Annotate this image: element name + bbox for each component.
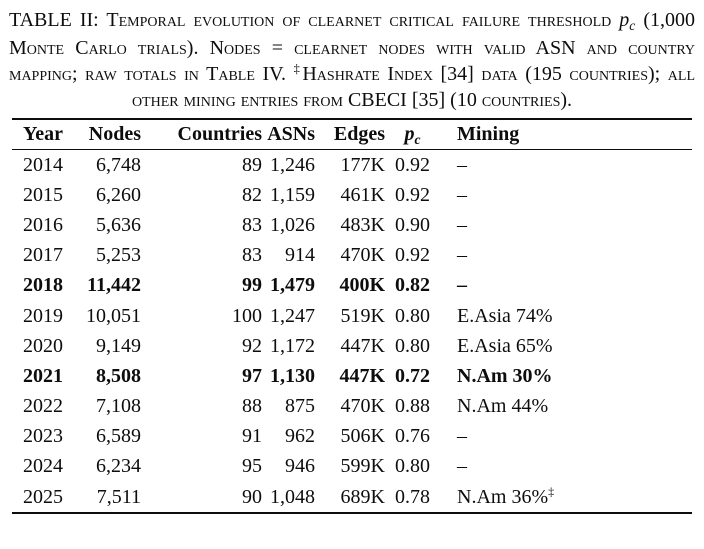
cell-edges: 447K xyxy=(340,334,385,357)
header-pc-variable: p xyxy=(404,123,415,145)
mining-value: N.Am 36% xyxy=(457,485,549,508)
cell-year: 2023 xyxy=(23,425,63,448)
header-nodes: Nodes xyxy=(66,119,141,150)
cell-asns: 946 xyxy=(285,455,315,478)
header-mining: Mining xyxy=(440,119,692,150)
table-row xyxy=(12,150,692,181)
cell-pc: 0.78 xyxy=(395,485,430,508)
cell-asns: 1,048 xyxy=(270,485,315,508)
cell-asns: 1,026 xyxy=(270,213,315,236)
header-pc-subscript: c xyxy=(414,131,421,147)
cell-pc: 0.90 xyxy=(395,213,430,236)
cell-year: 2018 xyxy=(23,274,63,297)
cell-edges: 689K xyxy=(340,485,385,508)
pc-symbol xyxy=(619,9,635,31)
cell-pc: 0.72 xyxy=(395,364,430,387)
cell-edges: 470K xyxy=(340,395,385,418)
cell-countries: 88 xyxy=(242,395,262,418)
cell-mining: E.Asia 74% xyxy=(457,304,553,327)
cell-year: 2015 xyxy=(23,183,63,206)
table-row xyxy=(12,422,692,452)
table-row xyxy=(12,301,692,331)
cell-edges: 400K xyxy=(339,274,385,297)
cell-countries: 92 xyxy=(242,334,262,357)
cell-countries: 99 xyxy=(242,274,262,297)
table-caption xyxy=(0,0,704,113)
caption-text-2: (1,000 Monte Carlo trials). Nodes = clearnet nodes with valid ASN and country mapping; raw totals in Table IV. xyxy=(9,9,695,85)
header-pc xyxy=(385,119,440,150)
table-row xyxy=(12,241,692,271)
cell-mining: – xyxy=(457,183,467,206)
cell-nodes: 9,149 xyxy=(96,334,141,357)
cell-asns: 1,246 xyxy=(270,153,315,176)
cell-nodes: 6,234 xyxy=(96,455,141,478)
cell-nodes: 7,511 xyxy=(96,485,141,508)
cell-asns: 1,130 xyxy=(270,364,315,387)
cell-edges: 519K xyxy=(340,304,385,327)
cell-nodes: 7,108 xyxy=(96,395,141,418)
cell-edges: 483K xyxy=(340,213,385,236)
cell-edges: 470K xyxy=(340,244,385,267)
header-countries: Countries xyxy=(141,119,262,150)
cell-asns: 1,479 xyxy=(270,274,315,297)
cell-edges: 447K xyxy=(339,364,385,387)
table-row-highlight-2021 xyxy=(12,361,692,391)
cell-nodes: 6,589 xyxy=(96,425,141,448)
cell-year: 2020 xyxy=(23,334,63,357)
table-row xyxy=(12,482,692,513)
cell-countries: 97 xyxy=(242,364,262,387)
header-edges: Edges xyxy=(315,119,385,150)
cell-year: 2017 xyxy=(23,244,63,267)
cell-pc: 0.80 xyxy=(395,455,430,478)
cell-asns: 914 xyxy=(285,244,315,267)
table-row xyxy=(12,452,692,482)
cell-nodes: 6,748 xyxy=(96,153,141,176)
cell-pc: 0.92 xyxy=(395,244,430,267)
cell-pc: 0.80 xyxy=(395,334,430,357)
cell-countries: 95 xyxy=(242,455,262,478)
cell-countries: 82 xyxy=(242,183,262,206)
pc-variable: p xyxy=(619,9,630,31)
cell-mining: – xyxy=(457,425,467,448)
cell-asns: 1,159 xyxy=(270,183,315,206)
cell-edges: 461K xyxy=(340,183,385,206)
cell-asns: 1,172 xyxy=(270,334,315,357)
cell-countries: 83 xyxy=(242,244,262,267)
cell-pc: 0.88 xyxy=(395,395,430,418)
cell-asns: 875 xyxy=(285,395,315,418)
cell-countries: 91 xyxy=(242,425,262,448)
cell-nodes: 10,051 xyxy=(86,304,141,327)
pc-subscript: c xyxy=(629,17,636,33)
cell-mining: – xyxy=(457,153,467,176)
table-row xyxy=(12,180,692,210)
header-asns: ASNs xyxy=(262,119,315,150)
cell-year: 2024 xyxy=(23,455,63,478)
cell-pc: 0.92 xyxy=(395,153,430,176)
cell-nodes: 6,260 xyxy=(96,183,141,206)
cell-year: 2014 xyxy=(23,153,63,176)
cell-mining: N.Am 30% xyxy=(457,364,553,387)
cell-year: 2025 xyxy=(23,485,63,508)
cell-nodes: 11,442 xyxy=(87,274,141,297)
cell-year: 2019 xyxy=(23,304,63,327)
cell-mining xyxy=(440,482,692,513)
cell-nodes: 5,253 xyxy=(96,244,141,267)
table-row xyxy=(12,392,692,422)
cell-mining: – xyxy=(457,244,467,267)
cell-pc: 0.76 xyxy=(395,425,430,448)
cell-edges: 177K xyxy=(340,153,385,176)
results-table xyxy=(12,118,692,514)
cell-countries: 89 xyxy=(242,153,262,176)
cell-mining: N.Am 44% xyxy=(457,395,549,418)
cell-edges: 506K xyxy=(340,425,385,448)
mining-footnote-mark: ‡ xyxy=(548,484,555,498)
footnote-mark: ‡ xyxy=(293,61,303,76)
cell-year: 2021 xyxy=(23,364,63,387)
cell-countries: 90 xyxy=(242,485,262,508)
cell-countries: 83 xyxy=(242,213,262,236)
cell-pc: 0.92 xyxy=(395,183,430,206)
header-year: Year xyxy=(12,119,66,150)
caption-text-3: Hashrate Index [34] data (195 countries); all other mining entries from CBECI [35] (10 countries). xyxy=(131,63,695,111)
table-row-highlight-2018 xyxy=(12,271,692,301)
cell-year: 2022 xyxy=(23,395,63,418)
cell-asns: 962 xyxy=(285,425,315,448)
header-row xyxy=(12,119,692,150)
cell-mining: E.Asia 65% xyxy=(457,334,553,357)
cell-mining: – xyxy=(457,274,467,297)
cell-year: 2016 xyxy=(23,213,63,236)
cell-asns: 1,247 xyxy=(270,304,315,327)
table-row xyxy=(12,210,692,240)
cell-pc: 0.82 xyxy=(395,274,430,297)
cell-edges: 599K xyxy=(340,455,385,478)
cell-mining: – xyxy=(457,213,467,236)
caption-text-1: TABLE II: Temporal evolution of clearnet critical failure threshold xyxy=(9,9,620,31)
cell-nodes: 8,508 xyxy=(96,364,141,387)
cell-pc: 0.80 xyxy=(395,304,430,327)
cell-nodes: 5,636 xyxy=(96,213,141,236)
table-row xyxy=(12,331,692,361)
cell-countries: 100 xyxy=(232,304,262,327)
cell-mining: – xyxy=(457,455,467,478)
